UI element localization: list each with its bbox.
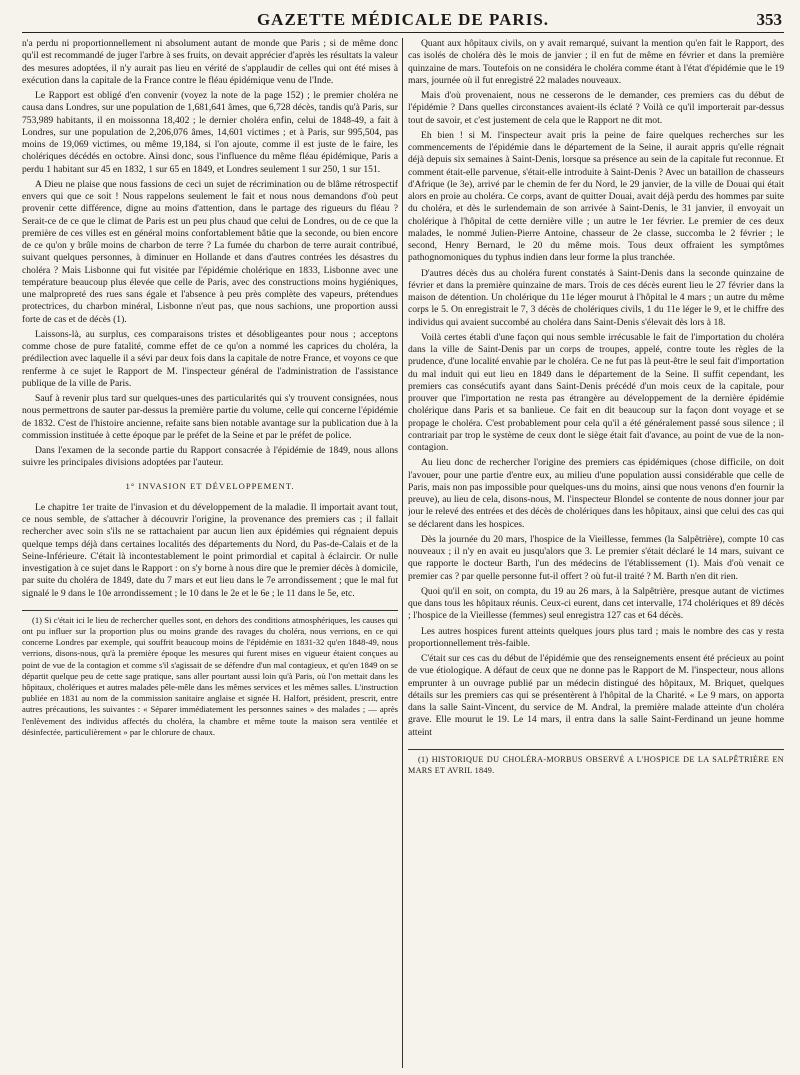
paragraph: Le chapitre 1er traite de l'invasion et du développement de la maladie. Il importait avant tout, ce nous semble, de s'attacher à découvrir l'origine, la provenance des premiers cas ; il fallait rechercher avec soin s'ils ne se rattachaient par aucun lien aux épidémies qui régnaient depuis quelque temps déjà dans certaines localités des départements du Nord, du Pas-de-Calais et de la Seine-Inférieure. C'était là incontestablement le point primordial et capital à éclaircir. Or nulle investigation à ce sujet dans le Rapport : on s'y borne à nous dire que le premier décès à domicile, par suite du choléra de 1849, date du 7 mars et eut lieu dans le 7e arrondissement ; que le mal fut signalé le 9 dans le 10e arrondissement ; le 10 dans le 2e et le 6e ; le 11 dans le 5e, etc. bbox=[22, 501, 398, 599]
page-header bbox=[22, 10, 784, 33]
page-number: 353 bbox=[756, 10, 782, 29]
paragraph: Voilà certes établi d'une façon qui nous semble irrécusable le fait de l'importation du choléra dans la ville de Saint-Denis par un corps de troupes, appelé, contre toute les règles de la prudence, d'une localité envahie par le choléra. Ce ne fut pas là peut-être le seul fait d'importation du mal induit qui eut lieu en 1849 dans le département de la Seine. Il suffit cependant, les premiers cas consécutifs ayant dans Saint-Denis précédé d'un mois ceux de la capitale, pour prouver que l'importation ne resta pas étrangère au développement de la dernière épidémie cholérique dans Paris et sa banlieue. Ce fait en dit beaucoup sur la façon dont voyage et se propage le choléra. C'est probablement pour cela qu'il a été généralement passé sous silence ; il contrariait par trop le système de ceux dont le siège était fait d'avance, au point de vue de la non-contagion. bbox=[408, 331, 784, 453]
paragraph: Dès la journée du 20 mars, l'hospice de la Vieillesse, femmes (la Salpêtrière), compte 10 cas nouveaux ; il n'y en avait eu jusqu'alors que 3. Le premier s'était déclaré le 14 mars, suivant ce que rapporte le docteur Barth, l'un des médecins de l'établissement (1). Mais d'où venait ce premier cas ? par quelle personne fut-il offert ? où fut-il traité ? M. Barth n'en dit rien. bbox=[408, 533, 784, 582]
footnote: (1) HISTORIQUE DU CHOLÉRA-MORBUS OBSERVÉ A L'HOSPICE DE LA SALPÊTRIÈRE EN MARS ET AVRIL 1849. bbox=[408, 754, 784, 775]
footnote-divider bbox=[22, 610, 398, 611]
paragraph: Quant aux hôpitaux civils, on y avait remarqué, suivant la mention qu'en fait le Rapport, des cas isolés de choléra dès le mois de janvier ; il en fut de même en février et dans la première quinzaine de mars. Toutefois on ne considéra le choléra comme étant à l'état d'épidémie que le 19 mars, journée où il fut enregistré 22 malades nouveaux. bbox=[408, 38, 784, 86]
paragraph: Les autres hospices furent atteints quelques jours plus tard ; mais le nombre des cas y resta proportionnellement très-faible. bbox=[408, 625, 784, 649]
section-title: 1° INVASION ET DÉVELOPPEMENT. bbox=[125, 480, 295, 491]
column-divider bbox=[402, 38, 403, 1068]
footnote: (1) Si c'était ici le lieu de rechercher quelles sont, en dehors des conditions atmosphériques, les causes qui ont pu influer sur la proportion plus ou moins grande des ravages du choléra, nous verrions, en ce qui concerne Londres par exemple, qui souffrit beaucoup moins de l'épidémie en 1831-32 qu'en 1848-49, nous verrions, disons-nous, qu'à la première époque les mesures qui furent mises en vigueur étaient conçues au point de vue de la contagion et comme s'il s'agissait de se défendre d'un mal contagieux, et qu'en 1849 on se départit quelque peu de cette sage pratique, sans aller pourtant aussi loin qu'à Paris, où l'on mettait dans les hôpitaux, cholériques et autres malades pêle-mêle dans les mêmes services et les mêmes salles. L'instruction publiée en 1831 au nom de la commission sanitaire anglaise et signée H. Halfort, président, prescrit, entre autres précautions, les suivantes : « Séparer immédiatement les personnes saines » des malades ; — après l'enlèvement des individus affectés du choléra, la chambre et même toute la maison sera ventilée et désinfectée, particulièrement » par le chlorure de chaux. bbox=[22, 614, 398, 737]
journal-title: GAZETTE MÉDICALE DE PARIS. bbox=[256, 10, 550, 29]
paragraph: Le Rapport est obligé d'en convenir (voyez la note de la page 152) ; le premier choléra ne causa dans Londres, sur une population de 1,681,641 âmes, que 6,728 décès, tandis qu'à Paris, sur 753,989 habitants, il en moissonna 18,402 ; le dernier choléra enfin, celui de 1848-49, a fait à Londres, sur une population de 2,206,076 âmes, 14,601 victimes ; et à Paris, sur 995,504, pas moins de 19,069 victimes, ou même 19,184, si l'on ajoute, comme il est juste de le faire, les cholériques décédés en octobre. Ainsi donc, sous l'influence du même fléau épidémique, Paris a perdu 1 habitant sur 45 en 1832, 1 sur 65 en 1849, et Londres seulement 1 sur 250, 1 sur 151. bbox=[22, 90, 398, 175]
footnote-divider bbox=[408, 749, 784, 750]
paragraph: A Dieu ne plaise que nous fassions de ceci un sujet de récrimination ou de blâme rétrospectif envers qui que ce soit ! Nous rappelons seulement le fait et nous nous demandons d'où peut provenir cette différence, digne au moins d'attention, dans le partage des rigueurs du fléau ? Serait-ce de ce que le climat de Paris est un peu plus chaud que celui de Londres, ou de ce que la première de ces villes est en général moins confortablement bâtie que la seconde, ou bien encore de ce qu'on y brûle moins de charbon de terre ? La fumée du charbon de terre aurait contribué, suivant quelques personnes, à diminuer en Hollande et dans d'autres contrées les désastres du choléra ? Mais Lisbonne qui fut visitée par l'épidémie cholérique en 1833, Lisbonne avec une température beaucoup plus élevée que celle de Paris, avec des constructions moins hygiéniques, une malpropreté des rues sans égale et l'absence à peu près complète des vapeurs, prétendues protectrices, du charbon minéral, Lisbonne n'eut pas, que nous sachions, une proportion aussi forte de cas et de décès (1). bbox=[22, 178, 398, 325]
paragraph: Dans l'examen de la seconde partie du Rapport consacrée à l'épidémie de 1849, nous allons suivre les principales divisions adoptées par l'auteur. bbox=[22, 445, 398, 469]
paragraph: C'était sur ces cas du début de l'épidémie que des renseignements ensent été précieux au point de vue étiologique. A défaut de ceux que ne donne pas le Rapport de M. l'inspecteur, nous allons emprunter à un ouvrage publié par un médecin distingué des hôpitaux, M. Briquet, quelques détails sur les premiers cas qui se présentèrent à l'hôpital de la Charité. « Le 9 mars, on apporta dans la salle Saint-Vincent, du service de M. Andral, la première malade atteinte d'un choléra grave. Elle mourut le 19. Le 14 mars, il entra dans la salle Saint-Ferdinand un jeune homme atteint bbox=[408, 653, 784, 738]
right-column bbox=[408, 38, 784, 1068]
article-columns bbox=[22, 38, 784, 1068]
left-column bbox=[22, 38, 398, 1068]
paragraph: Quoi qu'il en soit, on compta, du 19 au 26 mars, à la Salpêtrière, presque autant de victimes que dans tous les hôpitaux réunis. Ceux-ci eurent, dans cet intervalle, 174 cholériques et 89 décès ; l'hospice de la Vieillesse (femmes) seul enregistra 127 cas et 64 décès. bbox=[408, 585, 784, 622]
paragraph: Laissons-là, au surplus, ces comparaisons tristes et désobligeantes pour nous ; acceptons comme chose de pure fatalité, comme effet de ce qu'on a nommé les caprices du choléra, la prédilection avec laquelle il a sévi par deux fois dans la capitale de notre France, et voyons ce que renferme à ce sujet le Rapport de M. l'inspecteur général de l'administration de l'assistance publique de la ville de Paris. bbox=[22, 328, 398, 389]
newspaper-page bbox=[22, 10, 784, 1068]
paragraph: Au lieu donc de rechercher l'origine des premiers cas épidémiques (chose difficile, on doit l'avouer, pour une partie d'entre eux, au milieu d'une population aussi considérable que celle de Paris, mais non pas impossible pour quelques-uns du moins, ainsi que nous venons d'en fournir la preuve), au lieu de cela, disons-nous, M. l'inspecteur Blondel se contente de nous donner jour par jour le relevé des entrées et des décès de cholériques dans les hôpitaux, ainsi que celui des cas qui se déclarent dans les hospices. bbox=[408, 457, 784, 530]
paragraph: Mais d'où provenaient, nous ne cesserons de le demander, ces premiers cas du début de l'épidémie ? Dans quelles circonstances avaient-ils éclaté ? Voilà ce qu'il importerait par-dessus tout de savoir, et c'est justement de cela que le Rapport ne dit mot. bbox=[408, 90, 784, 126]
paragraph: D'autres décès dus au choléra furent constatés à Saint-Denis dans la seconde quinzaine de février et dans la première quinzaine de mars. Trois de ces décès eurent lieu le 27 février dans la maison de détention. Un cholérique du 11e léger mourut à l'hôpital le 4 mars ; un autre du même corps le 5. On enregistrait le 7, 3 décès de cholériques civils, 1 du 11e léger le 9, et le chiffre des individus qui avaient succombé au choléra dans Saint-Denis s'élevait dès lors à 18. bbox=[408, 267, 784, 328]
paragraph: n'a perdu ni proportionnellement ni absolument autant de monde que Paris ; si de même donc qu'il est recommandé de juger l'arbre à ses fruits, on devait apprécier d'après les résultats la valeur des mesures adoptées, il n'y aurait pas lieu en vérité de s'applaudir de celles qui ont été mises à exécution dans la capitale de la France contre le fléau épidémique venu de l'Inde. bbox=[22, 38, 398, 86]
paragraph: Eh bien ! si M. l'inspecteur avait pris la peine de faire quelques recherches sur les commencements de l'épidémie dans le département de la Seine, il aurait appris qu'elle régnait déjà depuis six semaines à Saint-Denis, lorsque sa présence au sein de la capitale fut reconnue. Et comment était-elle parvenue, s'était-elle introduite à Saint-Denis ? Avec un bataillon de chasseurs d'Afrique (le 3e), arrivé par le chemin de fer du Nord, le 29 janvier, de la ville de Douai qui était alors en proie au choléra. Ce corps, avant de quitter Douai, avait déjà perdu des hommes par suite du choléra, et dès le surlendemain de son arrivée à Saint-Denis, le 31 janvier, il envoyait un cholérique à l'hôpital de cette dernière ville ; un autre le 1er février. Le premier de ces deux malades, le nommé Julien-Pierre Antoine, chasseur de 2e classe, succomba le 2 février ; le second, Henry Bernard, le 20 du même mois. Tous deux offraient les symptômes pathognomoniques du typhus indien dans leur forme la plus tranchée. bbox=[408, 129, 784, 264]
paragraph: Sauf à revenir plus tard sur quelques-unes des particularités qui s'y trouvent consignées, nous nous permettrons de sauter par-dessus la première partie du volume, celle qui concerne l'épidémie de 1832. C'est de l'histoire ancienne, refaite sans bien notable avantage sur la publication due à la commission instituée à cette époque par le préfet de la Seine et par le préfet de police. bbox=[22, 393, 398, 441]
